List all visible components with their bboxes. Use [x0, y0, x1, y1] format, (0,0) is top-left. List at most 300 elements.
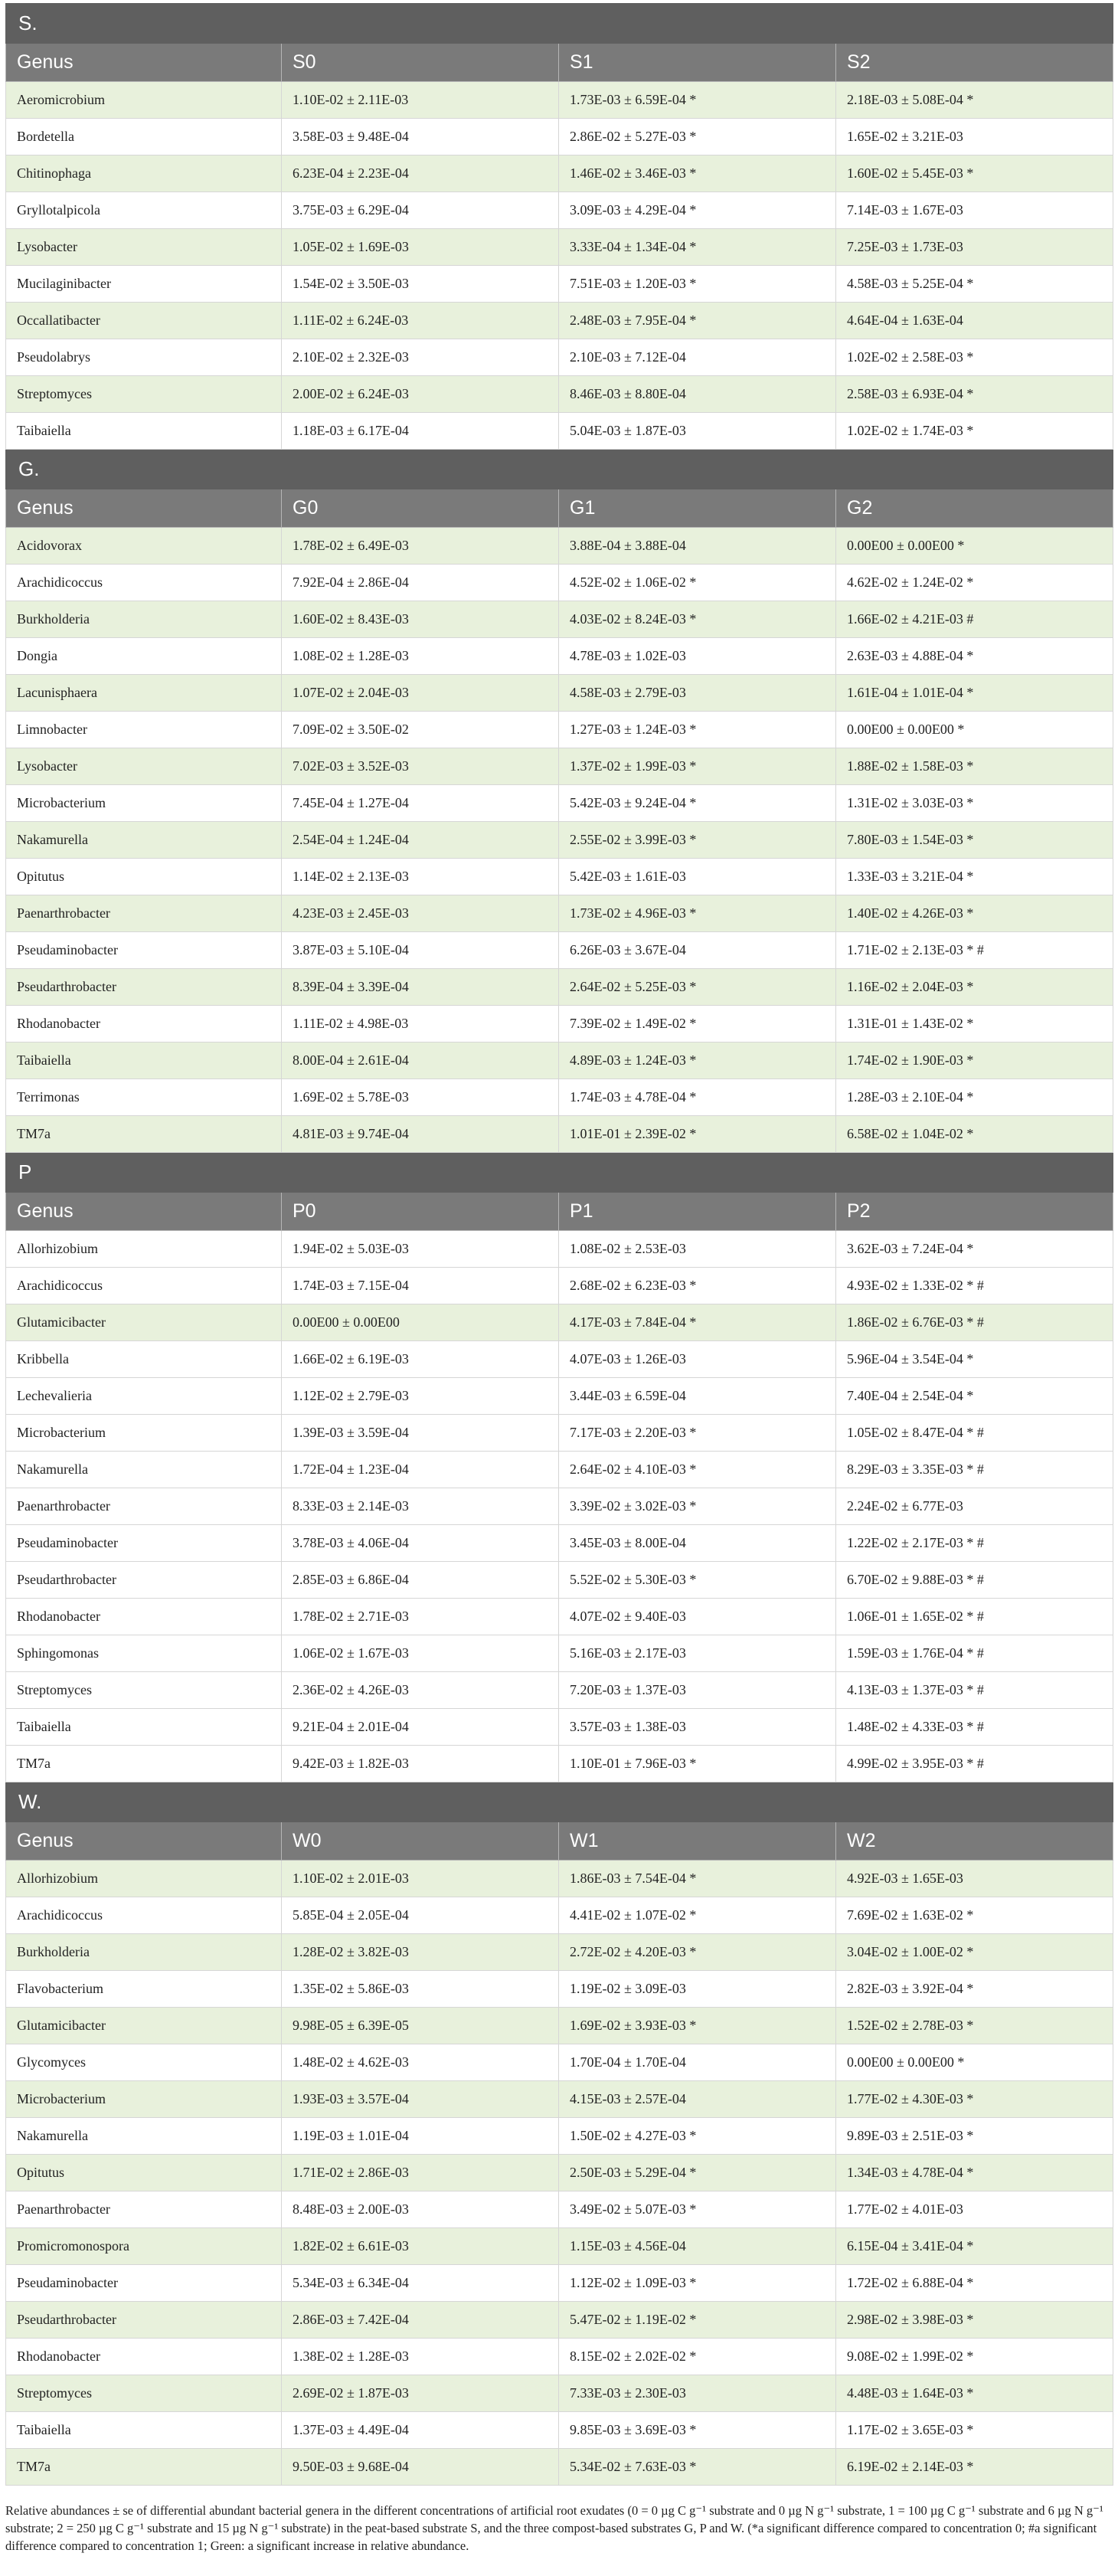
value-cell: 6.70E-02 ± 9.88E-03 * #	[836, 1562, 1113, 1599]
table-row	[6, 2081, 1113, 2118]
value-cell: 9.08E-02 ± 1.99E-02 *	[836, 2339, 1113, 2375]
column-header-concentration: P0	[282, 1193, 559, 1231]
value-cell: 2.24E-02 ± 6.77E-03	[836, 1488, 1113, 1525]
section-title: S.	[6, 4, 1113, 44]
genus-cell: Dongia	[6, 638, 282, 675]
header-row	[6, 44, 1113, 82]
genus-cell: Arachidicoccus	[6, 565, 282, 601]
value-cell: 7.33E-03 ± 2.30E-03	[559, 2375, 836, 2412]
column-header-concentration: G2	[836, 489, 1113, 528]
table-row	[6, 339, 1113, 376]
column-header-genus: Genus	[6, 44, 282, 82]
value-cell: 4.92E-03 ± 1.65E-03	[836, 1861, 1113, 1897]
value-cell: 3.75E-03 ± 6.29E-04	[282, 192, 559, 229]
table-row	[6, 1378, 1113, 1415]
table-row	[6, 1268, 1113, 1304]
value-cell: 4.03E-02 ± 8.24E-03 *	[559, 601, 836, 638]
column-header-concentration: S2	[836, 44, 1113, 82]
value-cell: 5.47E-02 ± 1.19E-02 *	[559, 2302, 836, 2339]
value-cell: 4.81E-03 ± 9.74E-04	[282, 1116, 559, 1153]
genus-cell: Nakamurella	[6, 822, 282, 859]
table-row	[6, 1488, 1113, 1525]
value-cell: 1.48E-02 ± 4.62E-03	[282, 2044, 559, 2081]
value-cell: 1.73E-02 ± 4.96E-03 *	[559, 895, 836, 932]
value-cell: 1.59E-03 ± 1.76E-04 * #	[836, 1635, 1113, 1672]
section-title: W.	[6, 1782, 1113, 1822]
value-cell: 2.69E-02 ± 1.87E-03	[282, 2375, 559, 2412]
column-header-genus: Genus	[6, 1822, 282, 1861]
genus-cell: Glutamicibacter	[6, 1304, 282, 1341]
table-row	[6, 2412, 1113, 2449]
table-row	[6, 2265, 1113, 2302]
value-cell: 8.15E-02 ± 2.02E-02 *	[559, 2339, 836, 2375]
table-row	[6, 675, 1113, 712]
value-cell: 9.50E-03 ± 9.68E-04	[282, 2449, 559, 2486]
value-cell: 1.31E-02 ± 3.03E-03 *	[836, 785, 1113, 822]
value-cell: 4.15E-03 ± 2.57E-04	[559, 2081, 836, 2118]
value-cell: 4.93E-02 ± 1.33E-02 * #	[836, 1268, 1113, 1304]
value-cell: 1.65E-02 ± 3.21E-03	[836, 119, 1113, 155]
genus-cell: Microbacterium	[6, 785, 282, 822]
table-row	[6, 2339, 1113, 2375]
value-cell: 1.54E-02 ± 3.50E-03	[282, 266, 559, 303]
genus-cell: Rhodanobacter	[6, 2339, 282, 2375]
value-cell: 1.74E-02 ± 1.90E-03 *	[836, 1043, 1113, 1079]
value-cell: 1.11E-02 ± 6.24E-03	[282, 303, 559, 339]
value-cell: 2.10E-03 ± 7.12E-04	[559, 339, 836, 376]
value-cell: 4.99E-02 ± 3.95E-03 * #	[836, 1746, 1113, 1782]
value-cell: 1.22E-02 ± 2.17E-03 * #	[836, 1525, 1113, 1562]
value-cell: 2.64E-02 ± 4.10E-03 *	[559, 1452, 836, 1488]
value-cell: 6.15E-04 ± 3.41E-04 *	[836, 2228, 1113, 2265]
value-cell: 1.69E-02 ± 3.93E-03 *	[559, 2008, 836, 2044]
value-cell: 4.23E-03 ± 2.45E-03	[282, 895, 559, 932]
value-cell: 1.37E-02 ± 1.99E-03 *	[559, 748, 836, 785]
genus-cell: Flavobacterium	[6, 1971, 282, 2008]
value-cell: 6.23E-04 ± 2.23E-04	[282, 155, 559, 192]
table-row	[6, 1304, 1113, 1341]
genus-cell: Pseudaminobacter	[6, 1525, 282, 1562]
table-row	[6, 2449, 1113, 2486]
table-row	[6, 785, 1113, 822]
genus-cell: Occallatibacter	[6, 303, 282, 339]
value-cell: 1.82E-02 ± 6.61E-03	[282, 2228, 559, 2265]
value-cell: 5.52E-02 ± 5.30E-03 *	[559, 1562, 836, 1599]
genus-cell: Opitutus	[6, 859, 282, 895]
value-cell: 1.01E-01 ± 2.39E-02 *	[559, 1116, 836, 1153]
table-row	[6, 1897, 1113, 1934]
section-title: G.	[6, 450, 1113, 489]
genus-cell: Opitutus	[6, 2155, 282, 2191]
value-cell: 1.73E-03 ± 6.59E-04 *	[559, 82, 836, 119]
table-row	[6, 859, 1113, 895]
genus-cell: Kribbella	[6, 1341, 282, 1378]
genus-cell: Glycomyces	[6, 2044, 282, 2081]
value-cell: 1.12E-02 ± 1.09E-03 *	[559, 2265, 836, 2302]
column-header-genus: Genus	[6, 1193, 282, 1231]
genus-cell: Nakamurella	[6, 2118, 282, 2155]
value-cell: 4.89E-03 ± 1.24E-03 *	[559, 1043, 836, 1079]
value-cell: 7.17E-03 ± 2.20E-03 *	[559, 1415, 836, 1452]
genus-cell: Rhodanobacter	[6, 1006, 282, 1043]
value-cell: 1.37E-03 ± 4.49E-04	[282, 2412, 559, 2449]
value-cell: 2.72E-02 ± 4.20E-03 *	[559, 1934, 836, 1971]
genus-cell: Chitinophaga	[6, 155, 282, 192]
value-cell: 5.42E-03 ± 1.61E-03	[559, 859, 836, 895]
value-cell: 1.46E-02 ± 3.46E-03 *	[559, 155, 836, 192]
value-cell: 9.21E-04 ± 2.01E-04	[282, 1709, 559, 1746]
value-cell: 1.52E-02 ± 2.78E-03 *	[836, 2008, 1113, 2044]
value-cell: 7.69E-02 ± 1.63E-02 *	[836, 1897, 1113, 1934]
value-cell: 3.78E-03 ± 4.06E-04	[282, 1525, 559, 1562]
value-cell: 2.63E-03 ± 4.88E-04 *	[836, 638, 1113, 675]
value-cell: 1.94E-02 ± 5.03E-03	[282, 1231, 559, 1268]
section-title: P	[6, 1153, 1113, 1193]
value-cell: 5.96E-04 ± 3.54E-04 *	[836, 1341, 1113, 1378]
value-cell: 2.64E-02 ± 5.25E-03 *	[559, 969, 836, 1006]
genus-cell: Paenarthrobacter	[6, 895, 282, 932]
value-cell: 7.45E-04 ± 1.27E-04	[282, 785, 559, 822]
value-cell: 1.08E-02 ± 2.53E-03	[559, 1231, 836, 1268]
value-cell: 1.28E-03 ± 2.10E-04 *	[836, 1079, 1113, 1116]
value-cell: 4.52E-02 ± 1.06E-02 *	[559, 565, 836, 601]
value-cell: 1.12E-02 ± 2.79E-03	[282, 1378, 559, 1415]
value-cell: 1.33E-03 ± 3.21E-04 *	[836, 859, 1113, 895]
value-cell: 8.48E-03 ± 2.00E-03	[282, 2191, 559, 2228]
table-row	[6, 2302, 1113, 2339]
value-cell: 4.41E-02 ± 1.07E-02 *	[559, 1897, 836, 1934]
table-row	[6, 565, 1113, 601]
value-cell: 2.36E-02 ± 4.26E-03	[282, 1672, 559, 1709]
value-cell: 1.78E-02 ± 6.49E-03	[282, 528, 559, 565]
section-title-row	[6, 1153, 1113, 1193]
genus-cell: Pseudarthrobacter	[6, 1562, 282, 1599]
value-cell: 0.00E00 ± 0.00E00 *	[836, 2044, 1113, 2081]
value-cell: 1.10E-01 ± 7.96E-03 *	[559, 1746, 836, 1782]
value-cell: 1.28E-02 ± 3.82E-03	[282, 1934, 559, 1971]
value-cell: 2.55E-02 ± 3.99E-03 *	[559, 822, 836, 859]
value-cell: 1.71E-02 ± 2.86E-03	[282, 2155, 559, 2191]
value-cell: 3.49E-02 ± 5.07E-03 *	[559, 2191, 836, 2228]
value-cell: 7.40E-04 ± 2.54E-04 *	[836, 1378, 1113, 1415]
value-cell: 2.85E-03 ± 6.86E-04	[282, 1562, 559, 1599]
value-cell: 1.61E-04 ± 1.01E-04 *	[836, 675, 1113, 712]
column-header-concentration: G1	[559, 489, 836, 528]
value-cell: 1.66E-02 ± 6.19E-03	[282, 1341, 559, 1378]
value-cell: 1.60E-02 ± 8.43E-03	[282, 601, 559, 638]
value-cell: 1.14E-02 ± 2.13E-03	[282, 859, 559, 895]
table-row	[6, 2228, 1113, 2265]
value-cell: 2.98E-02 ± 3.98E-03 *	[836, 2302, 1113, 2339]
table-row	[6, 1452, 1113, 1488]
genus-cell: Acidovorax	[6, 528, 282, 565]
table-row	[6, 2375, 1113, 2412]
value-cell: 4.13E-03 ± 1.37E-03 * #	[836, 1672, 1113, 1709]
table-row	[6, 2044, 1113, 2081]
table-row	[6, 712, 1113, 748]
value-cell: 3.33E-04 ± 1.34E-04 *	[559, 229, 836, 266]
value-cell: 1.38E-02 ± 1.28E-03	[282, 2339, 559, 2375]
table-row	[6, 2155, 1113, 2191]
value-cell: 8.46E-03 ± 8.80E-04	[559, 376, 836, 413]
genus-cell: TM7a	[6, 2449, 282, 2486]
value-cell: 1.77E-02 ± 4.30E-03 *	[836, 2081, 1113, 2118]
genus-cell: Sphingomonas	[6, 1635, 282, 1672]
table-caption: Relative abundances ± se of differential abundant bacterial genera in the different concentrations of artificial root exudates (0 = 0 µg C g⁻¹ substrate and 0 µg N g⁻¹ substrate, 1 = 100 µg C g⁻¹ substrate and 6 µg N g⁻¹ substrate; 2 = 250 µg C g⁻¹ substrate and 15 µg N g⁻¹ substrate) in the peat-based substrate S, and the three compost-based substrates G, P and W. (*a significant difference compared to concentration 0; #a significant difference compared to concentration 1; Green: a significant increase in relative abundance.	[5, 2503, 1103, 2553]
value-cell: 1.93E-03 ± 3.57E-04	[282, 2081, 559, 2118]
table-row	[6, 229, 1113, 266]
value-cell: 1.08E-02 ± 1.28E-03	[282, 638, 559, 675]
table-row	[6, 1861, 1113, 1897]
table-row	[6, 413, 1113, 450]
table-row	[6, 1709, 1113, 1746]
value-cell: 1.77E-02 ± 4.01E-03	[836, 2191, 1113, 2228]
column-header-concentration: P2	[836, 1193, 1113, 1231]
value-cell: 4.48E-03 ± 1.64E-03 *	[836, 2375, 1113, 2412]
value-cell: 1.69E-02 ± 5.78E-03	[282, 1079, 559, 1116]
value-cell: 8.33E-03 ± 2.14E-03	[282, 1488, 559, 1525]
table-row	[6, 266, 1113, 303]
value-cell: 3.62E-03 ± 7.24E-04 *	[836, 1231, 1113, 1268]
value-cell: 6.58E-02 ± 1.04E-02 *	[836, 1116, 1113, 1153]
value-cell: 5.16E-03 ± 2.17E-03	[559, 1635, 836, 1672]
value-cell: 3.44E-03 ± 6.59E-04	[559, 1378, 836, 1415]
table-row	[6, 1971, 1113, 2008]
table-row	[6, 1231, 1113, 1268]
value-cell: 1.74E-03 ± 4.78E-04 *	[559, 1079, 836, 1116]
value-cell: 0.00E00 ± 0.00E00 *	[836, 712, 1113, 748]
abundance-table-body	[6, 4, 1113, 2486]
table-row	[6, 119, 1113, 155]
section-title-row	[6, 1782, 1113, 1822]
genus-cell: Gryllotalpicola	[6, 192, 282, 229]
value-cell: 3.04E-02 ± 1.00E-02 *	[836, 1934, 1113, 1971]
genus-cell: Burkholderia	[6, 1934, 282, 1971]
value-cell: 7.80E-03 ± 1.54E-03 *	[836, 822, 1113, 859]
section-title-row	[6, 450, 1113, 489]
genus-cell: Paenarthrobacter	[6, 1488, 282, 1525]
value-cell: 2.86E-02 ± 5.27E-03 *	[559, 119, 836, 155]
value-cell: 1.11E-02 ± 4.98E-03	[282, 1006, 559, 1043]
table-row	[6, 932, 1113, 969]
value-cell: 1.15E-03 ± 4.56E-04	[559, 2228, 836, 2265]
genus-cell: Lacunisphaera	[6, 675, 282, 712]
table-row	[6, 1341, 1113, 1378]
genus-cell: Pseudolabrys	[6, 339, 282, 376]
genus-cell: Arachidicoccus	[6, 1268, 282, 1304]
table-row	[6, 2118, 1113, 2155]
value-cell: 4.62E-02 ± 1.24E-02 *	[836, 565, 1113, 601]
value-cell: 1.06E-01 ± 1.65E-02 * #	[836, 1599, 1113, 1635]
genus-cell: Terrimonas	[6, 1079, 282, 1116]
table-row	[6, 822, 1113, 859]
table-row	[6, 1934, 1113, 1971]
value-cell: 5.42E-03 ± 9.24E-04 *	[559, 785, 836, 822]
value-cell: 8.39E-04 ± 3.39E-04	[282, 969, 559, 1006]
genus-cell: Taibaiella	[6, 1043, 282, 1079]
value-cell: 1.72E-02 ± 6.88E-04 *	[836, 2265, 1113, 2302]
genus-cell: Rhodanobacter	[6, 1599, 282, 1635]
table-row	[6, 2191, 1113, 2228]
table-row	[6, 1672, 1113, 1709]
table-row	[6, 1525, 1113, 1562]
genus-cell: Microbacterium	[6, 1415, 282, 1452]
value-cell: 6.26E-03 ± 3.67E-04	[559, 932, 836, 969]
value-cell: 4.64E-04 ± 1.63E-04	[836, 303, 1113, 339]
genus-cell: TM7a	[6, 1116, 282, 1153]
column-header-concentration: W1	[559, 1822, 836, 1861]
table-row	[6, 192, 1113, 229]
value-cell: 3.57E-03 ± 1.38E-03	[559, 1709, 836, 1746]
value-cell: 7.20E-03 ± 1.37E-03	[559, 1672, 836, 1709]
genus-cell: Lechevalieria	[6, 1378, 282, 1415]
value-cell: 2.50E-03 ± 5.29E-04 *	[559, 2155, 836, 2191]
table-row	[6, 1116, 1113, 1153]
column-header-concentration: W2	[836, 1822, 1113, 1861]
genus-cell: Allorhizobium	[6, 1861, 282, 1897]
value-cell: 2.48E-03 ± 7.95E-04 *	[559, 303, 836, 339]
value-cell: 8.00E-04 ± 2.61E-04	[282, 1043, 559, 1079]
value-cell: 2.18E-03 ± 5.08E-04 *	[836, 82, 1113, 119]
value-cell: 1.48E-02 ± 4.33E-03 * #	[836, 1709, 1113, 1746]
value-cell: 3.39E-02 ± 3.02E-03 *	[559, 1488, 836, 1525]
section-title-row	[6, 4, 1113, 44]
table-row	[6, 1043, 1113, 1079]
genus-cell: Bordetella	[6, 119, 282, 155]
value-cell: 2.58E-03 ± 6.93E-04 *	[836, 376, 1113, 413]
value-cell: 5.34E-03 ± 6.34E-04	[282, 2265, 559, 2302]
value-cell: 1.60E-02 ± 5.45E-03 *	[836, 155, 1113, 192]
value-cell: 7.25E-03 ± 1.73E-03	[836, 229, 1113, 266]
value-cell: 1.16E-02 ± 2.04E-03 *	[836, 969, 1113, 1006]
value-cell: 1.78E-02 ± 2.71E-03	[282, 1599, 559, 1635]
value-cell: 4.17E-03 ± 7.84E-04 *	[559, 1304, 836, 1341]
value-cell: 1.70E-04 ± 1.70E-04	[559, 2044, 836, 2081]
value-cell: 9.42E-03 ± 1.82E-03	[282, 1746, 559, 1782]
genus-cell: Taibaiella	[6, 1709, 282, 1746]
genus-cell: Burkholderia	[6, 601, 282, 638]
value-cell: 7.92E-04 ± 2.86E-04	[282, 565, 559, 601]
value-cell: 1.10E-02 ± 2.11E-03	[282, 82, 559, 119]
value-cell: 1.05E-02 ± 1.69E-03	[282, 229, 559, 266]
value-cell: 3.58E-03 ± 9.48E-04	[282, 119, 559, 155]
value-cell: 4.58E-03 ± 2.79E-03	[559, 675, 836, 712]
value-cell: 7.39E-02 ± 1.49E-02 *	[559, 1006, 836, 1043]
value-cell: 1.02E-02 ± 2.58E-03 *	[836, 339, 1113, 376]
genus-cell: Allorhizobium	[6, 1231, 282, 1268]
value-cell: 2.54E-04 ± 1.24E-04	[282, 822, 559, 859]
table-row	[6, 2008, 1113, 2044]
table-row	[6, 303, 1113, 339]
value-cell: 1.18E-03 ± 6.17E-04	[282, 413, 559, 450]
value-cell: 5.04E-03 ± 1.87E-03	[559, 413, 836, 450]
column-header-concentration: S0	[282, 44, 559, 82]
genus-cell: TM7a	[6, 1746, 282, 1782]
value-cell: 1.66E-02 ± 4.21E-03 #	[836, 601, 1113, 638]
table-row	[6, 1079, 1113, 1116]
value-cell: 1.72E-04 ± 1.23E-04	[282, 1452, 559, 1488]
value-cell: 2.86E-03 ± 7.42E-04	[282, 2302, 559, 2339]
value-cell: 1.50E-02 ± 4.27E-03 *	[559, 2118, 836, 2155]
value-cell: 5.34E-02 ± 7.63E-03 *	[559, 2449, 836, 2486]
table-row	[6, 1746, 1113, 1782]
value-cell: 3.45E-03 ± 8.00E-04	[559, 1525, 836, 1562]
value-cell: 0.00E00 ± 0.00E00	[282, 1304, 559, 1341]
value-cell: 4.07E-02 ± 9.40E-03	[559, 1599, 836, 1635]
table-row	[6, 82, 1113, 119]
value-cell: 1.02E-02 ± 1.74E-03 *	[836, 413, 1113, 450]
value-cell: 8.29E-03 ± 3.35E-03 * #	[836, 1452, 1113, 1488]
genus-cell: Nakamurella	[6, 1452, 282, 1488]
genus-cell: Streptomyces	[6, 2375, 282, 2412]
table-row	[6, 1599, 1113, 1635]
genus-cell: Lysobacter	[6, 229, 282, 266]
value-cell: 1.19E-03 ± 1.01E-04	[282, 2118, 559, 2155]
genus-cell: Pseudaminobacter	[6, 932, 282, 969]
genus-cell: Taibaiella	[6, 413, 282, 450]
genus-cell: Mucilaginibacter	[6, 266, 282, 303]
table-row	[6, 155, 1113, 192]
table-row	[6, 638, 1113, 675]
value-cell: 1.35E-02 ± 5.86E-03	[282, 1971, 559, 2008]
value-cell: 1.10E-02 ± 2.01E-03	[282, 1861, 559, 1897]
value-cell: 1.19E-02 ± 3.09E-03	[559, 1971, 836, 2008]
value-cell: 1.07E-02 ± 2.04E-03	[282, 675, 559, 712]
genus-cell: Lysobacter	[6, 748, 282, 785]
value-cell: 1.39E-03 ± 3.59E-04	[282, 1415, 559, 1452]
value-cell: 1.74E-03 ± 7.15E-04	[282, 1268, 559, 1304]
genus-cell: Streptomyces	[6, 376, 282, 413]
value-cell: 9.98E-05 ± 6.39E-05	[282, 2008, 559, 2044]
table-row	[6, 528, 1113, 565]
value-cell: 2.68E-02 ± 6.23E-03 *	[559, 1268, 836, 1304]
abundance-table	[5, 3, 1113, 2486]
value-cell: 4.07E-03 ± 1.26E-03	[559, 1341, 836, 1378]
genus-cell: Promicromonospora	[6, 2228, 282, 2265]
value-cell: 0.00E00 ± 0.00E00 *	[836, 528, 1113, 565]
value-cell: 1.17E-02 ± 3.65E-03 *	[836, 2412, 1113, 2449]
table-row	[6, 1635, 1113, 1672]
value-cell: 3.87E-03 ± 5.10E-04	[282, 932, 559, 969]
value-cell: 2.10E-02 ± 2.32E-03	[282, 339, 559, 376]
genus-cell: Limnobacter	[6, 712, 282, 748]
genus-cell: Glutamicibacter	[6, 2008, 282, 2044]
genus-cell: Pseudarthrobacter	[6, 969, 282, 1006]
genus-cell: Arachidicoccus	[6, 1897, 282, 1934]
value-cell: 3.88E-04 ± 3.88E-04	[559, 528, 836, 565]
header-row	[6, 1193, 1113, 1231]
value-cell: 9.89E-03 ± 2.51E-03 *	[836, 2118, 1113, 2155]
value-cell: 3.09E-03 ± 4.29E-04 *	[559, 192, 836, 229]
genus-cell: Streptomyces	[6, 1672, 282, 1709]
header-row	[6, 489, 1113, 528]
table-row	[6, 1006, 1113, 1043]
table-row	[6, 1415, 1113, 1452]
value-cell: 1.27E-03 ± 1.24E-03 *	[559, 712, 836, 748]
value-cell: 2.82E-03 ± 3.92E-04 *	[836, 1971, 1113, 2008]
value-cell: 7.14E-03 ± 1.67E-03	[836, 192, 1113, 229]
column-header-genus: Genus	[6, 489, 282, 528]
value-cell: 4.58E-03 ± 5.25E-04 *	[836, 266, 1113, 303]
value-cell: 1.40E-02 ± 4.26E-03 *	[836, 895, 1113, 932]
value-cell: 4.78E-03 ± 1.02E-03	[559, 638, 836, 675]
table-row	[6, 376, 1113, 413]
genus-cell: Pseudarthrobacter	[6, 2302, 282, 2339]
genus-cell: Pseudaminobacter	[6, 2265, 282, 2302]
header-row	[6, 1822, 1113, 1861]
value-cell: 7.51E-03 ± 1.20E-03 *	[559, 266, 836, 303]
column-header-concentration: P1	[559, 1193, 836, 1231]
